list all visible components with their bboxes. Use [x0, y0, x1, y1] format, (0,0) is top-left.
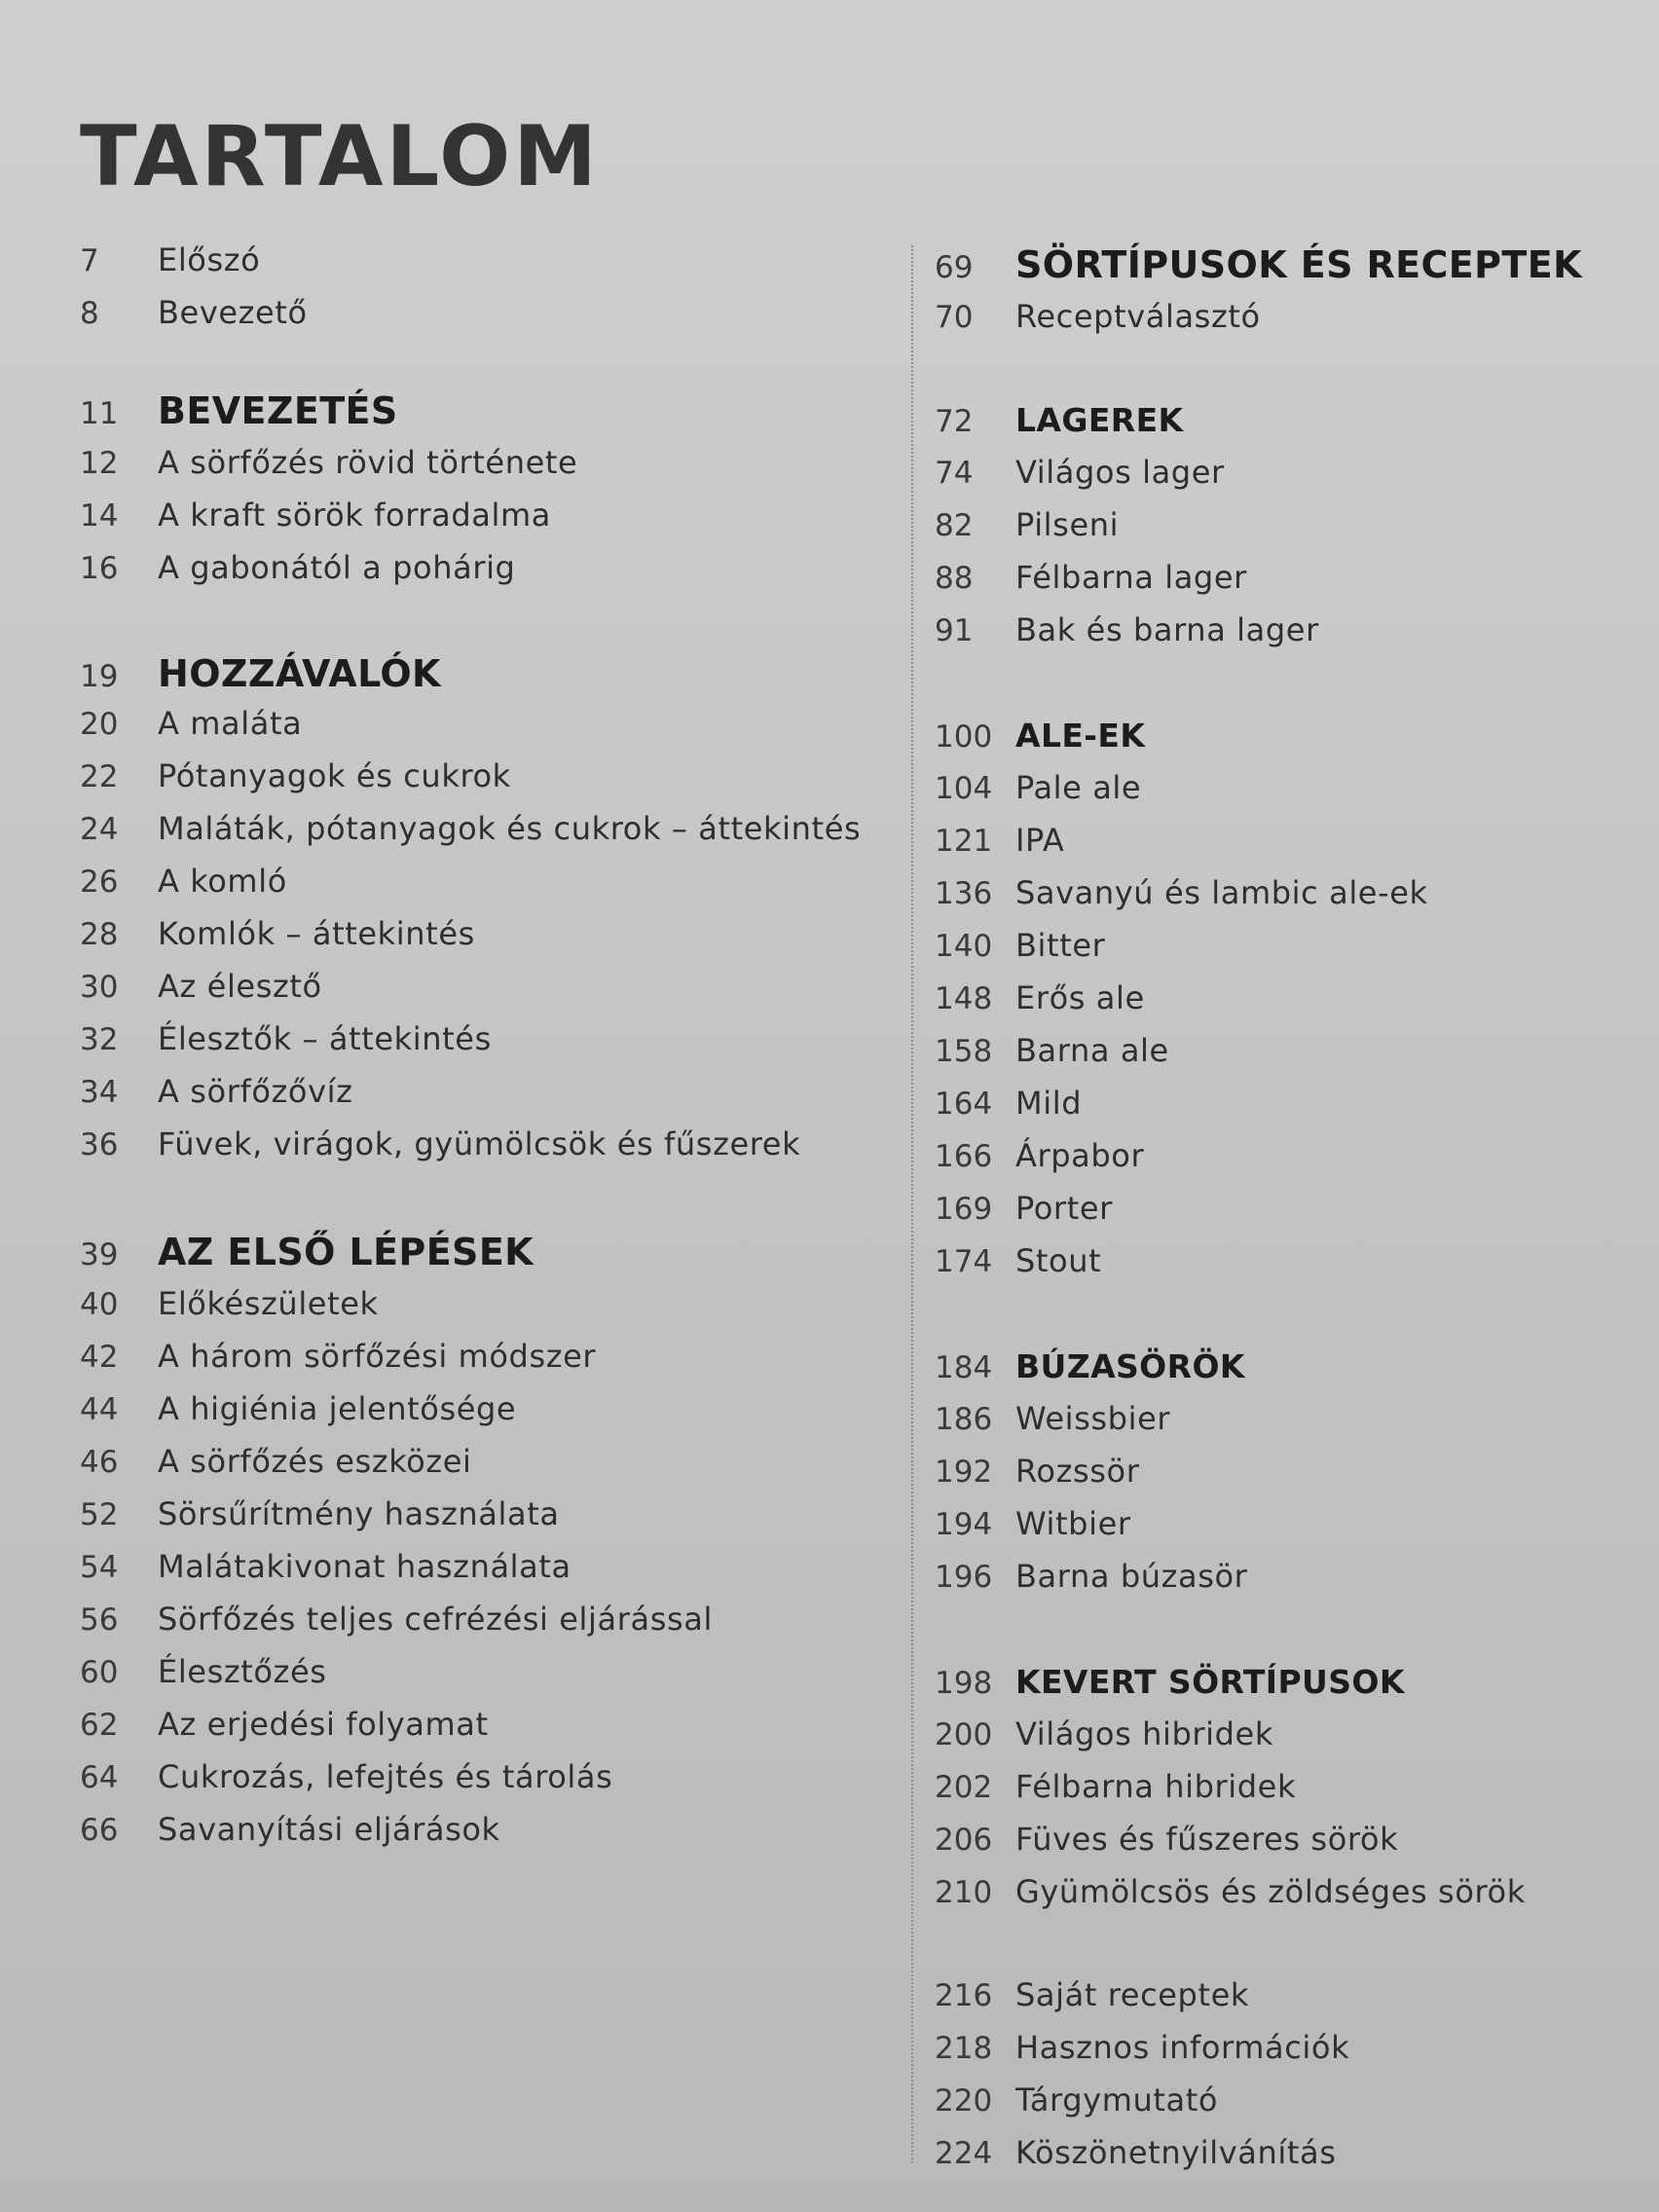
- toc-page-number: 224: [935, 2136, 993, 2171]
- toc-entry: [80, 1601, 713, 1653]
- toc-section-heading: [80, 1231, 534, 1283]
- toc-entry-label: Tárgymutató: [1015, 2082, 1219, 2119]
- toc-entry: [80, 968, 322, 1020]
- toc-entry-label: Világos lager: [1015, 454, 1225, 491]
- toc-entry-label: Stout: [1015, 1242, 1102, 1279]
- toc-page-number: 28: [80, 917, 119, 952]
- toc-entry: [935, 874, 1428, 927]
- toc-heading-label: HOZZÁVALÓK: [158, 652, 441, 695]
- toc-page-number: 166: [935, 1139, 993, 1174]
- toc-entry: [935, 2082, 1218, 2134]
- toc-entry-label: Köszönetnyilvánítás: [1015, 2134, 1337, 2171]
- toc-entry: [80, 1758, 612, 1811]
- toc-page-number: 121: [935, 824, 993, 859]
- toc-entry-label: Barna ale: [1015, 1032, 1169, 1069]
- toc-page-number: 46: [80, 1445, 119, 1480]
- toc-entry: [935, 1715, 1273, 1768]
- toc-entry: [80, 757, 511, 810]
- toc-page-number: 11: [80, 396, 119, 431]
- toc-entry: [935, 979, 1145, 1032]
- toc-entry: [935, 559, 1247, 611]
- toc-entry: [80, 1495, 560, 1548]
- toc-page-number: 8: [80, 296, 99, 331]
- toc-entry-label: Komlók – áttekintés: [158, 915, 475, 952]
- toc-page-number: 174: [935, 1244, 993, 1279]
- toc-entry-label: A higiénia jelentősége: [158, 1390, 517, 1427]
- toc-page-number: 39: [80, 1237, 119, 1272]
- toc-page-number: 186: [935, 1402, 993, 1437]
- toc-page-number: 206: [935, 1823, 993, 1858]
- toc-entry-label: A sörfőzés eszközei: [158, 1443, 472, 1480]
- toc-page-number: 32: [80, 1022, 119, 1057]
- toc-entry-label: Hasznos információk: [1015, 2029, 1350, 2066]
- toc-page-number: 82: [935, 508, 974, 543]
- toc-page-number: 158: [935, 1034, 993, 1069]
- toc-entry: [935, 506, 1119, 559]
- toc-page-number: 194: [935, 1507, 993, 1542]
- toc-page-number: 36: [80, 1127, 119, 1162]
- toc-entry-label: Pótanyagok és cukrok: [158, 757, 511, 794]
- toc-heading-label: BEVEZETÉS: [158, 389, 398, 432]
- toc-entry-label: Félbarna lager: [1015, 559, 1247, 596]
- toc-page-number: 30: [80, 970, 119, 1005]
- toc-page-number: 7: [80, 243, 99, 278]
- toc-page-number: 184: [935, 1350, 993, 1385]
- toc-entry-label: Előszó: [158, 241, 261, 278]
- toc-entry: [80, 863, 287, 915]
- toc-entry-label: Saját receptek: [1015, 1976, 1250, 2013]
- toc-entry-label: Világos hibridek: [1015, 1715, 1273, 1752]
- toc-entry-label: Füves és fűszeres sörök: [1015, 1821, 1399, 1858]
- toc-page-number: 62: [80, 1708, 119, 1743]
- toc-page-number: 91: [935, 613, 974, 648]
- toc-entry-label: Bak és barna lager: [1015, 611, 1319, 648]
- toc-entry-label: Élesztőzés: [158, 1653, 327, 1690]
- toc-entry: [935, 927, 1105, 979]
- toc-entry-label: Mild: [1015, 1085, 1083, 1122]
- toc-page-number: 220: [935, 2083, 993, 2119]
- toc-page-number: 198: [935, 1666, 993, 1701]
- toc-entry-label: IPA: [1015, 822, 1065, 859]
- toc-entry: [80, 1020, 492, 1073]
- toc-page-number: 169: [935, 1192, 993, 1227]
- toc-entry: [80, 1338, 596, 1390]
- toc-page-number: 24: [80, 812, 119, 847]
- toc-entry: [80, 915, 475, 968]
- toc-entry: [80, 810, 861, 863]
- toc-page-number: 64: [80, 1760, 119, 1795]
- toc-page-number: 22: [80, 759, 119, 794]
- toc-entry-label: Sörsűrítmény használata: [158, 1495, 560, 1532]
- toc-entry: [80, 294, 308, 347]
- toc-page-number: 148: [935, 981, 993, 1016]
- toc-page-number: 218: [935, 2031, 993, 2066]
- toc-section-heading: [80, 652, 441, 705]
- toc-page-number: 66: [80, 1813, 119, 1848]
- toc-entry-label: A komló: [158, 863, 287, 900]
- toc-entry-label: Savanyú és lambic ale-ek: [1015, 874, 1428, 911]
- toc-page-number: 34: [80, 1075, 119, 1110]
- toc-entry: [935, 1242, 1101, 1295]
- toc-page-number: 104: [935, 771, 993, 806]
- toc-section-heading: [80, 389, 398, 442]
- toc-entry: [935, 1032, 1169, 1085]
- toc-page-number: 56: [80, 1603, 119, 1638]
- column-divider: [911, 245, 913, 2163]
- toc-page-number: 72: [935, 404, 974, 439]
- toc-entry-label: Bevezető: [158, 294, 308, 331]
- toc-page-number: 196: [935, 1560, 993, 1595]
- toc-page-number: 26: [80, 865, 119, 900]
- toc-entry: [935, 1976, 1249, 2029]
- toc-page-number: 69: [935, 250, 974, 285]
- toc-entry-label: Savanyítási eljárások: [158, 1811, 500, 1848]
- toc-section-heading: [935, 1663, 1405, 1715]
- toc-entry-label: Cukrozás, lefejtés és tárolás: [158, 1758, 613, 1795]
- page-title: TARTALOM: [80, 108, 600, 205]
- toc-entry: [80, 1073, 353, 1125]
- toc-entry: [935, 2029, 1349, 2082]
- toc-entry: [935, 2134, 1336, 2187]
- toc-entry-label: Barna búzasör: [1015, 1558, 1248, 1595]
- toc-page-number: 20: [80, 707, 119, 742]
- toc-entry-label: Előkészületek: [158, 1285, 379, 1322]
- toc-entry-label: Receptválasztó: [1015, 298, 1261, 335]
- toc-page-number: 54: [80, 1550, 119, 1585]
- toc-entry: [935, 769, 1141, 822]
- toc-entry-label: Félbarna hibridek: [1015, 1768, 1297, 1805]
- toc-page-number: 52: [80, 1497, 119, 1532]
- toc-entry: [80, 1390, 516, 1443]
- toc-entry: [80, 1125, 800, 1178]
- toc-entry-label: Bitter: [1015, 927, 1106, 964]
- toc-entry: [80, 549, 515, 602]
- toc-entry-label: Porter: [1015, 1190, 1113, 1227]
- toc-page-number: 88: [935, 561, 974, 596]
- toc-entry: [935, 1505, 1131, 1558]
- toc-page-number: 19: [80, 659, 119, 694]
- toc-entry: [935, 822, 1064, 874]
- toc-entry: [935, 1873, 1526, 1926]
- toc-entry: [80, 1443, 472, 1495]
- toc-entry-label: Pale ale: [1015, 769, 1142, 806]
- toc-entry: [80, 1653, 327, 1706]
- toc-page-number: 14: [80, 498, 119, 534]
- toc-entry: [80, 1285, 379, 1338]
- toc-entry-label: Az erjedési folyamat: [158, 1706, 489, 1743]
- toc-heading-label: SÖRTÍPUSOK ÉS RECEPTEK: [1015, 243, 1582, 286]
- toc-entry-label: Malátakivonat használata: [158, 1548, 571, 1585]
- toc-heading-label: LAGEREK: [1015, 401, 1184, 439]
- toc-entry-label: A három sörfőzési módszer: [158, 1338, 597, 1375]
- toc-entry: [935, 1400, 1170, 1453]
- toc-entry-label: Sörfőzés teljes cefrézési eljárással: [158, 1601, 713, 1638]
- toc-page-number: 60: [80, 1655, 119, 1690]
- toc-page-number: 210: [935, 1875, 993, 1910]
- toc-entry-label: Füvek, virágok, gyümölcsök és fűszerek: [158, 1125, 801, 1162]
- toc-heading-label: BÚZASÖRÖK: [1015, 1347, 1245, 1385]
- toc-entry-label: Árpabor: [1015, 1137, 1145, 1174]
- toc-entry-label: Rozssör: [1015, 1453, 1140, 1490]
- toc-entry-label: Pilseni: [1015, 506, 1120, 543]
- toc-entry-label: Weissbier: [1015, 1400, 1171, 1437]
- toc-section-heading: [935, 401, 1184, 454]
- toc-entry: [80, 1548, 571, 1601]
- toc-entry: [935, 1137, 1144, 1190]
- toc-entry-label: A gabonától a pohárig: [158, 549, 516, 586]
- toc-heading-label: ALE-EK: [1015, 717, 1146, 755]
- toc-page-number: 140: [935, 929, 993, 964]
- toc-page-number: 200: [935, 1717, 993, 1752]
- toc-section-heading: [935, 243, 1582, 296]
- toc-entry: [80, 497, 551, 549]
- toc-entry: [80, 705, 302, 757]
- toc-page-number: 40: [80, 1287, 119, 1322]
- toc-page-number: 74: [935, 456, 974, 491]
- toc-entry: [935, 611, 1319, 664]
- toc-entry-label: Az élesztő: [158, 968, 322, 1005]
- toc-page-number: 44: [80, 1392, 119, 1427]
- toc-entry-label: A sörfőzés rövid története: [158, 444, 578, 481]
- toc-entry: [935, 1558, 1247, 1610]
- toc-entry: [935, 454, 1225, 506]
- toc-page-number: 70: [935, 300, 974, 335]
- toc-entry: [80, 444, 577, 497]
- toc-entry: [935, 1453, 1139, 1505]
- toc-page-number: 216: [935, 1978, 993, 2013]
- toc-heading-label: AZ ELSŐ LÉPÉSEK: [158, 1231, 535, 1273]
- toc-entry: [80, 241, 260, 294]
- toc-page-number: 202: [935, 1770, 993, 1805]
- toc-entry: [935, 1085, 1082, 1137]
- toc-entry-label: A kraft sörök forradalma: [158, 497, 551, 534]
- toc-entry-label: A maláta: [158, 705, 303, 742]
- toc-page-number: 192: [935, 1455, 993, 1490]
- toc-page-number: 12: [80, 446, 119, 481]
- toc-entry-label: Maláták, pótanyagok és cukrok – áttekintés: [158, 810, 862, 847]
- toc-entry: [80, 1706, 489, 1758]
- toc-entry: [935, 298, 1261, 350]
- toc-section-heading: [935, 717, 1145, 769]
- toc-entry: [80, 1811, 500, 1863]
- toc-entry-label: Erős ale: [1015, 979, 1145, 1016]
- toc-page-number: 16: [80, 551, 119, 586]
- toc-entry: [935, 1821, 1398, 1873]
- toc-section-heading: [935, 1347, 1245, 1400]
- toc-entry-label: A sörfőzővíz: [158, 1073, 353, 1110]
- toc-page-number: 100: [935, 719, 993, 755]
- toc-page-number: 42: [80, 1340, 119, 1375]
- toc-page-number: 136: [935, 876, 993, 911]
- toc-entry-label: Élesztők – áttekintés: [158, 1020, 492, 1057]
- toc-entry-label: Witbier: [1015, 1505, 1131, 1542]
- toc-heading-label: KEVERT SÖRTÍPUSOK: [1015, 1663, 1405, 1701]
- toc-entry-label: Gyümölcsös és zöldséges sörök: [1015, 1873, 1526, 1910]
- toc-entry: [935, 1768, 1296, 1821]
- toc-entry: [935, 1190, 1113, 1242]
- toc-page-number: 164: [935, 1087, 993, 1122]
